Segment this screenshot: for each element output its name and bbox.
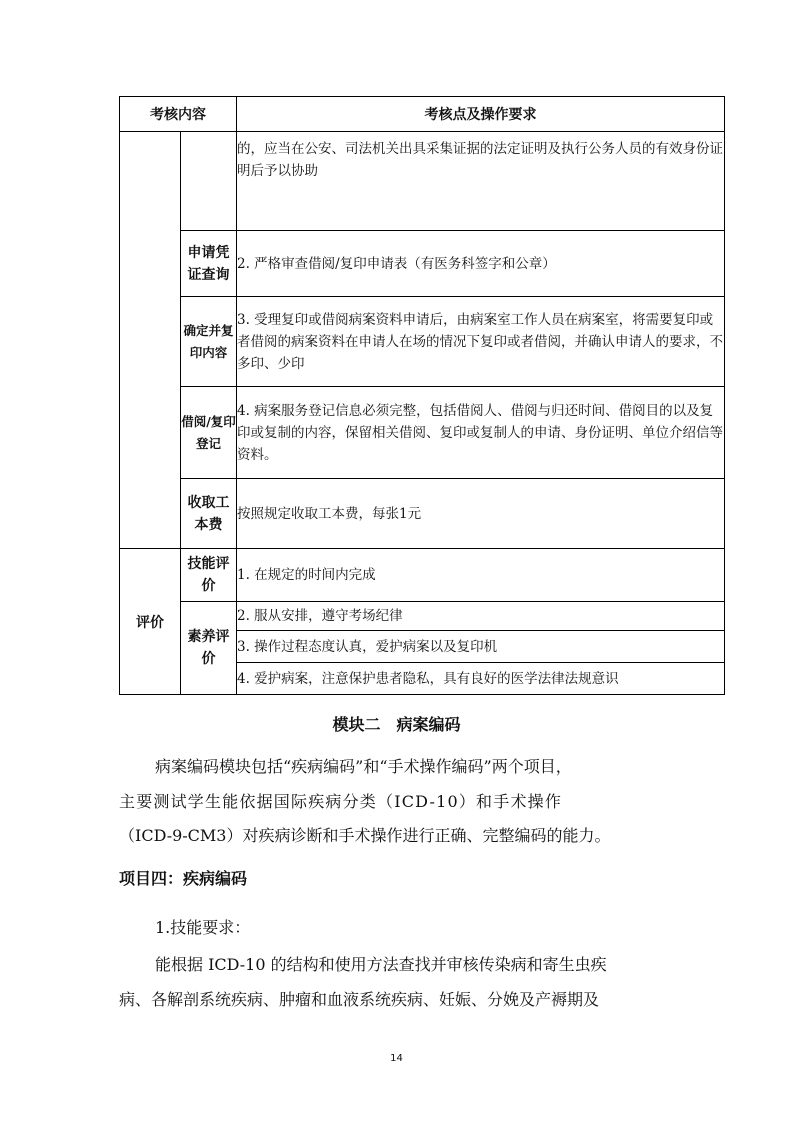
sub-label-register: 借阅/复印登记 — [181, 387, 237, 479]
requirement-text: 3. 受理复印或借阅病案资料申请后，由病案室工作人员在病案室，将需要复印或者借阅的病案资料在申请人在场的情况下复印或者借阅，并确认申请人的要求，不多印、少印 — [237, 297, 725, 387]
requirement-text: 4. 病案服务登记信息必须完整，包括借阅人、借阅与归还时间、借阅目的以及复印或复制的内容，保留相关借阅、复印或复制人的申请、身份证明、单位介绍信等资料。 — [237, 387, 725, 479]
sub-label-empty — [181, 132, 237, 231]
project-body-line: 能根据 ICD-10 的结构和使用方法查找并审核传染病和寄生虫疾 — [155, 955, 607, 974]
category-cell-empty — [120, 132, 181, 549]
requirement-text: 2. 严格审查借阅/复印申请表（有医务科签字和公章） — [237, 231, 725, 297]
module-intro-line: 主要测试学生能依据国际疾病分类（ICD-10）和手术操作 — [119, 792, 563, 811]
project-body-line: 病、各解剖系统疾病、肿瘤和血液系统疾病、妊娠、分娩及产褥期及 — [119, 990, 600, 1009]
sub-label-skill-eval: 技能评价 — [181, 549, 237, 602]
module-title: 模块二 病案编码 — [332, 715, 461, 734]
module-intro-line: 病案编码模块包括“疾病编码”和“手术操作编码”两个项目， — [155, 757, 572, 776]
skill-requirement-label: 1.技能要求： — [155, 918, 251, 937]
assessment-table — [119, 96, 725, 695]
sub-label-confirm-copy: 确定并复印内容 — [181, 297, 237, 387]
eval-item: 2. 服从安排，遵守考场纪律 — [237, 602, 725, 631]
sub-label-quality-eval: 素养评价 — [181, 602, 237, 695]
continued-text: 的，应当在公安、司法机关出具采集证据的法定证明及执行公务人员的有效身份证明后予以协助 — [237, 132, 725, 231]
sub-label-fee: 收取工本费 — [181, 479, 237, 549]
eval-item: 3. 操作过程态度认真，爱护病案以及复印机 — [237, 631, 725, 663]
eval-item: 1. 在规定的时间内完成 — [237, 549, 725, 602]
module-intro-line: （ICD-9-CM3）对疾病诊断和手术操作进行正确、完整编码的能力。 — [119, 826, 611, 845]
page-number: 14 — [390, 1053, 403, 1064]
header-content-col: 考核内容 — [120, 97, 237, 132]
category-evaluation: 评价 — [120, 549, 181, 695]
requirement-text: 按照规定收取工本费，每张1元 — [237, 479, 725, 549]
header-requirements-col: 考核点及操作要求 — [237, 97, 725, 132]
eval-item: 4. 爱护病案，注意保护患者隐私，具有良好的医学法律法规意识 — [237, 663, 725, 695]
sub-label-apply: 申请凭证查询 — [181, 231, 237, 297]
project-heading: 项目四：疾病编码 — [119, 869, 248, 888]
